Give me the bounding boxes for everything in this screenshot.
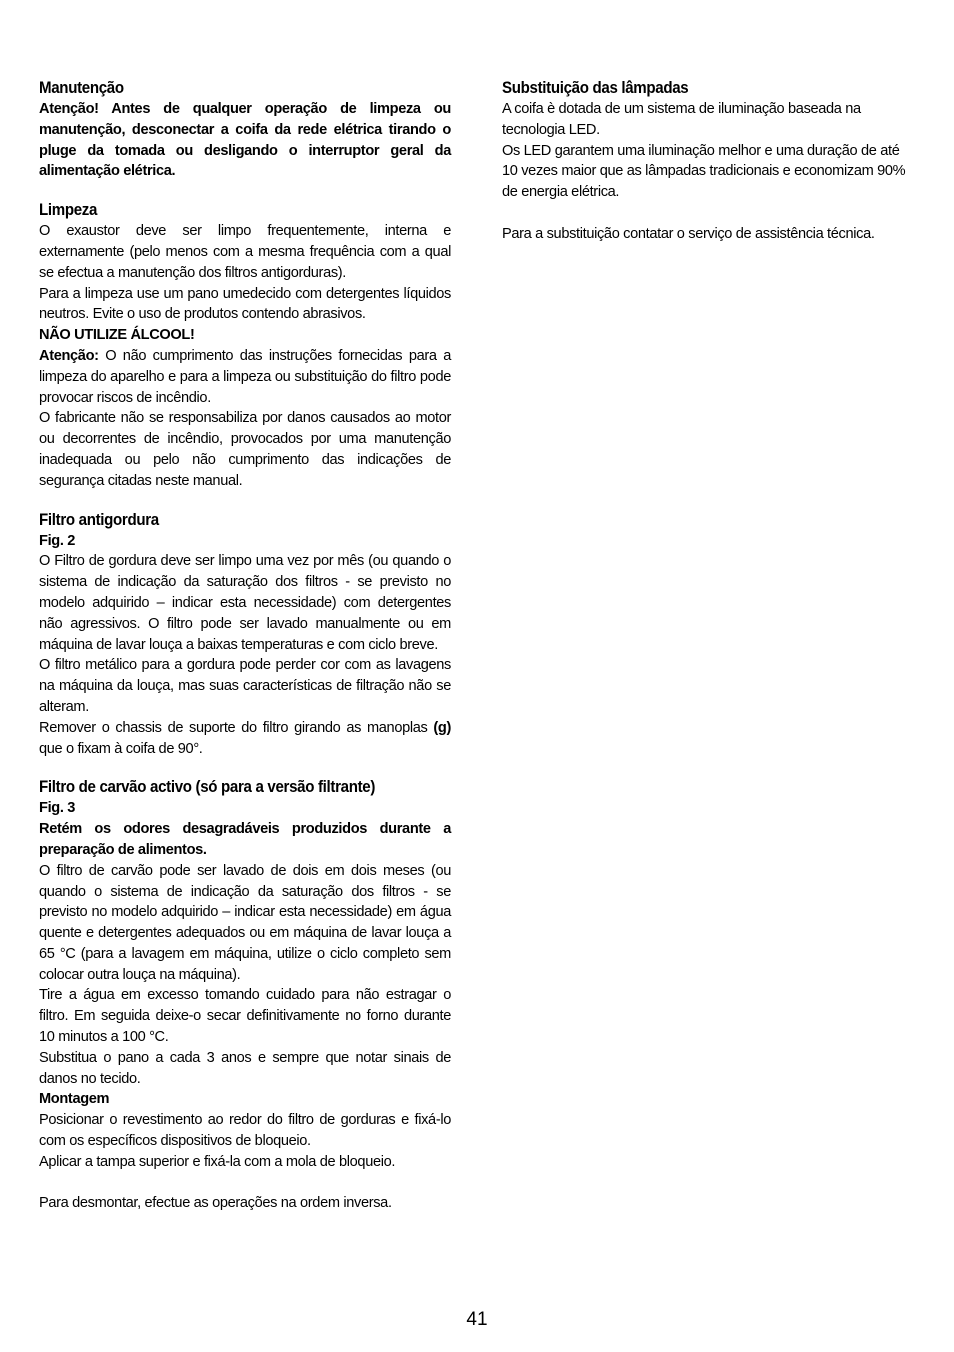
spacer xyxy=(39,1173,451,1194)
section-lampadas xyxy=(502,77,912,245)
p3-start: Remover o chassis de suporte do filtro girando as manoplas xyxy=(39,719,434,736)
section-filtro-antigordura xyxy=(39,509,451,760)
filtro-antigordura-paragraph-1: O Filtro de gordura deve ser limpo uma vez por mês (ou quando o sistema de indicação da saturação dos filtros - se previsto no modelo adquirido – indicar esta necessidade) com detergentes não agressivos. O filtro pode ser lavado manualmente ou em máquina de lavar louça a baixas temperaturas e com ciclo breve. xyxy=(39,553,451,653)
manutencao-warning: Atenção! Antes de qualquer operação de limpeza ou manutenção, desconectar a coifa da rede elétrica tirando o pluge da tomada ou desligando o interruptor geral da alimentação elétrica. xyxy=(39,101,451,180)
lampadas-paragraph-1: A coifa è dotada de um sistema de iluminação baseada na tecnologia LED. xyxy=(502,101,861,138)
montagem-paragraph-2: Aplicar a tampa superior e fixá-la com a mola de bloqueio. xyxy=(39,1153,396,1170)
lampadas-paragraph-2: Os LED garantem uma iluminação melhor e uma duração de até 10 vezes maior que as lâmpadas tradicionais e economizam 90% de energia elétrica. xyxy=(502,142,906,201)
right-column xyxy=(502,77,912,262)
filtro-antigordura-paragraph-2: O filtro metálico para a gordura pode perder cor com as lavagens na máquina da louça, mas suas características de filtração não se alteram. xyxy=(39,657,451,715)
limpeza-paragraph-4: O fabricante não se responsabiliza por danos causados ao motor ou decorrentes de incêndio, provocados por uma manutenção inadequada ou pelo não cumprimento das indicações de segurança citadas neste manual. xyxy=(39,410,451,489)
filtro-carvao-paragraph-1: O filtro de carvão pode ser lavado de dois em dois meses (ou quando o sistema de indicação da saturação dos filtros - se previsto no modelo adquirido – indicar esta necessidade) em água quente e detergentes adequados ou em máquina de lavar louça a 65 °C (para a lavagem em máquina, utilize o ciclo completo sem colocar outra louça na máquina). xyxy=(39,862,451,983)
attention-label: Atenção: xyxy=(39,347,99,364)
montagem-paragraph-3: Para desmontar, efectue as operações na ordem inversa. xyxy=(39,1195,392,1212)
section-limpeza xyxy=(39,199,451,491)
filtro-carvao-heading: Filtro de carvão activo (só para a versão filtrante) xyxy=(39,778,376,797)
lampadas-heading: Substituição das lâmpadas xyxy=(502,79,689,97)
filtro-antigordura-heading: Filtro antigordura xyxy=(39,510,159,529)
filtro-carvao-intro: Retém os odores desagradáveis produzidos durante a preparação de alimentos. xyxy=(39,821,451,858)
limpeza-attention-paragraph xyxy=(39,346,451,408)
no-alcohol-warning: NÃO UTILIZE ÁLCOOL! xyxy=(39,327,195,344)
spacer xyxy=(502,203,912,224)
section-manutencao xyxy=(39,77,451,182)
p3-end: que o fixam à coifa de 90°. xyxy=(39,740,203,757)
montagem-label: Montagem xyxy=(39,1091,110,1108)
limpeza-heading: Limpeza xyxy=(39,201,98,220)
fig-3-label: Fig. 3 xyxy=(39,800,76,817)
lampadas-paragraph-3: Para a substituição contatar o serviço de assistência técnica. xyxy=(502,225,875,242)
montagem-paragraph-1: Posicionar o revestimento ao redor do filtro de gorduras e fixá-lo com os específicos dispositivos de bloqueio. xyxy=(39,1112,451,1150)
fig-2-label: Fig. 2 xyxy=(39,532,76,549)
g-reference: (g) xyxy=(433,719,451,736)
limpeza-paragraph-2: Para a limpeza use um pano umedecido com detergentes líquidos neutros. Evite o uso de produtos contendo abrasivos. xyxy=(39,285,451,323)
manutencao-heading: Manutenção xyxy=(39,79,124,97)
attention-text: O não cumprimento das instruções fornecidas para a limpeza do aparelho e para a limpeza ou substituição do filtro pode provocar riscos de incêndio. xyxy=(39,347,451,406)
page-number: 41 xyxy=(466,1309,488,1330)
limpeza-paragraph-1: O exaustor deve ser limpo frequentemente, interna e externamente (pelo menos com a mesma frequência com a qual se efectua a manutenção dos filtros antigorduras). xyxy=(39,223,451,281)
section-filtro-carvao xyxy=(39,776,451,1214)
left-column xyxy=(39,77,451,1231)
filtro-antigordura-paragraph-3 xyxy=(39,718,451,760)
filtro-carvao-paragraph-3: Substitua o pano a cada 3 anos e sempre que notar sinais de danos no tecido. xyxy=(39,1049,451,1087)
filtro-carvao-paragraph-2: Tire a água em excesso tomando cuidado para não estragar o filtro. Em seguida deixe-o secar definitivamente no forno durante 10 minutos a 100 °C. xyxy=(39,987,451,1046)
